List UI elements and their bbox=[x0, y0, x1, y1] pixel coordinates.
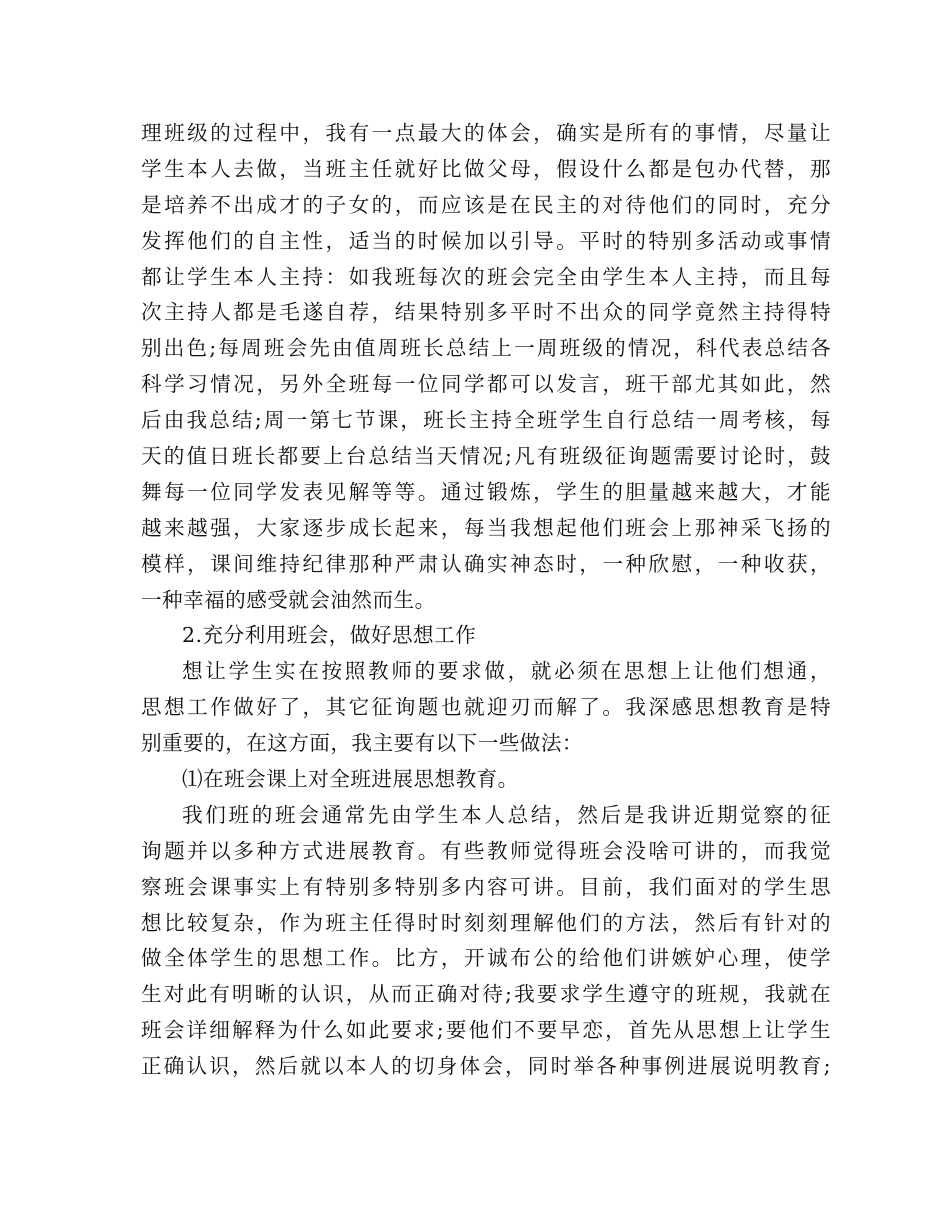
body-text bbox=[141, 116, 831, 1085]
paragraph-line: 我们班的班会通常先由学生本人总结，然后是我讲近期觉察的征 bbox=[182, 802, 831, 827]
paragraph-line: 模样，课间维持纪律那种严肃认确实神态时，一种欣慰，一种收获， bbox=[141, 551, 831, 576]
paragraph-line: 别重要的，在这方面，我主要有以下一些做法： bbox=[141, 731, 583, 756]
subsection-heading: ⑴在班会课上对全班进展思想教育。 bbox=[182, 767, 519, 792]
paragraph-line: 想比较复杂，作为班主任得时时刻刻理解他们的方法，然后有针对的 bbox=[141, 910, 831, 935]
paragraph-line: 做全体学生的思想工作。比方，开诚布公的给他们讲嫉妒心理，使学 bbox=[141, 946, 831, 971]
paragraph-line: 思想工作做好了，其它征询题也就迎刃而解了。我深感思想教育是特 bbox=[141, 695, 831, 720]
paragraph-line: 越来越强，大家逐步成长起来，每当我想起他们班会上那神采飞扬的 bbox=[141, 515, 831, 540]
paragraph-line: 一种幸福的感受就会油然而生。 bbox=[141, 587, 436, 612]
paragraph-line: 别出色;每周班会先由值周班长总结上一周班级的情况，科代表总结各 bbox=[141, 336, 831, 361]
paragraph-line: 后由我总结;周一第七节课，班长主持全班学生自行总结一周考核，每 bbox=[141, 408, 831, 433]
paragraph-line: 想让学生实在按照教师的要求做，就必须在思想上让他们想通， bbox=[182, 659, 831, 684]
paragraph-line: 班会详细解释为什么如此要求;要他们不要早恋，首先从思想上让学生 bbox=[141, 1018, 831, 1043]
paragraph-line: 正确认识，然后就以本人的切身体会，同时举各种事例进展说明教育; bbox=[141, 1054, 831, 1079]
paragraph-line: 询题并以多种方式进展教育。有些教师觉得班会没啥可讲的，而我觉 bbox=[141, 838, 831, 863]
paragraph-line: 生对此有明晰的认识，从而正确对待;我要求学生遵守的班规，我就在 bbox=[141, 982, 831, 1007]
paragraph-line: 理班级的过程中，我有一点最大的体会，确实是所有的事情，尽量让 bbox=[141, 121, 831, 145]
paragraph-line: 科学习情况，另外全班每一位同学都可以发言，班干部尤其如此，然 bbox=[141, 372, 831, 397]
paragraph-line: 天的值日班长都要上台总结当天情况;凡有班级征询题需要讨论时，鼓 bbox=[141, 444, 831, 469]
paragraph-line: 都让学生本人主持：如我班每次的班会完全由学生本人主持，而且每 bbox=[141, 264, 831, 289]
paragraph-line: 发挥他们的自主性，适当的时候加以引导。平时的特别多活动或事情 bbox=[141, 228, 831, 253]
paragraph-line: 察班会课事实上有特别多特别多内容可讲。目前，我们面对的学生思 bbox=[141, 874, 831, 899]
section-heading: 2.充分利用班会，做好思想工作 bbox=[182, 623, 477, 648]
paragraph-line: 是培养不出成才的子女的，而应该是在民主的对待他们的同时，充分 bbox=[141, 192, 831, 217]
paragraph-line: 舞每一位同学发表见解等等。通过锻炼，学生的胆量越来越大，才能 bbox=[141, 479, 831, 504]
paragraph-line: 次主持人都是毛遂自荐，结果特别多平时不出众的同学竟然主持得特 bbox=[141, 300, 831, 325]
paragraph-line: 学生本人去做，当班主任就好比做父母，假设什么都是包办代替，那 bbox=[141, 156, 831, 181]
